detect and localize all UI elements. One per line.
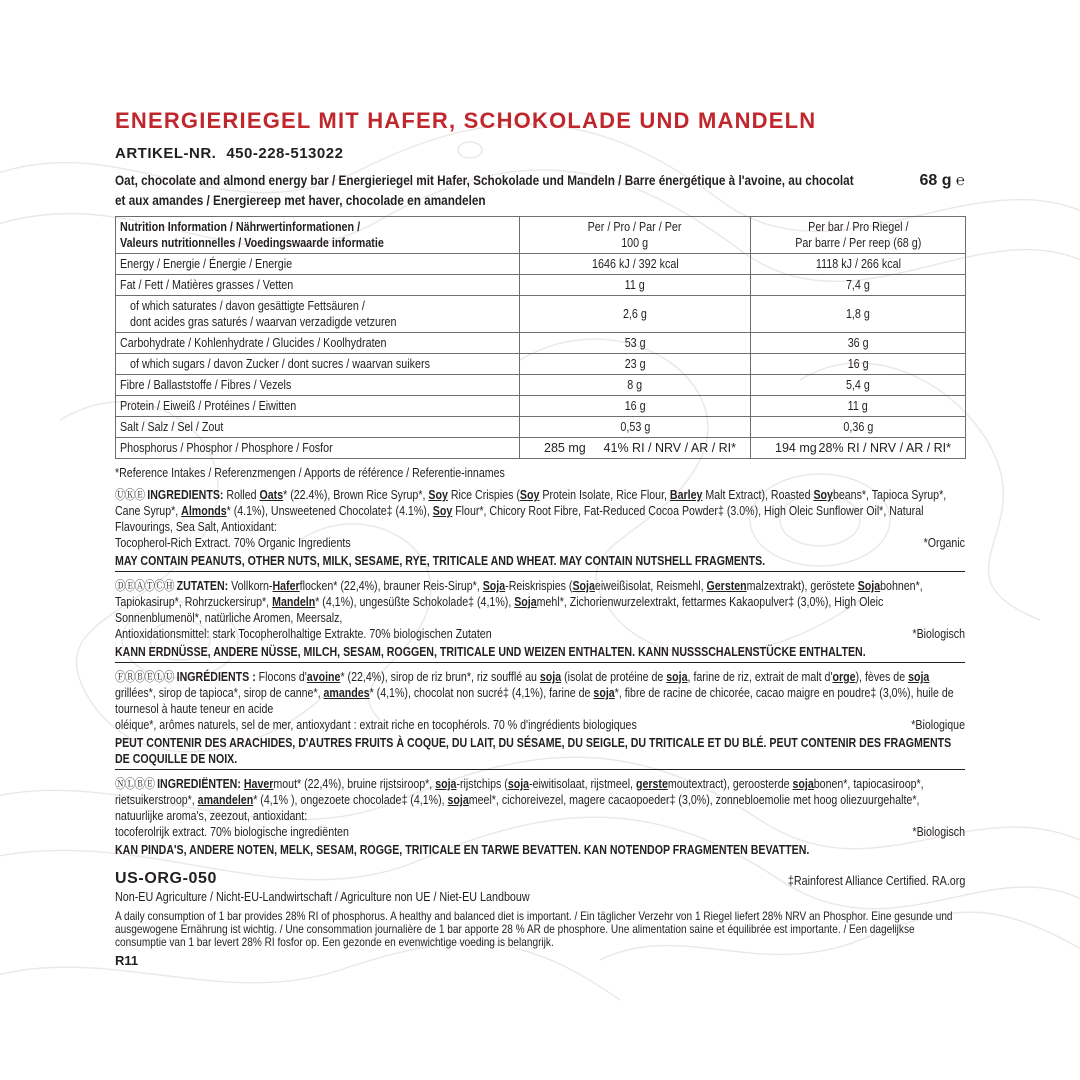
row-per100: 11 g xyxy=(624,278,646,292)
row-perbar: 1,8 g xyxy=(846,307,870,321)
reference-intakes-footnote: *Reference Intakes / Referenzmengen / Apports de référence / Referentie-innames xyxy=(115,466,505,480)
language-flags-icon: ⒹⒺⒶⓉⒸⒽ xyxy=(115,579,174,593)
organic-mark: *Biologique xyxy=(911,718,965,732)
product-description: Oat, chocolate and almond energy bar / Energieriegel mit Hafer, Schokolade und Mandeln / Barre énergétique à l'avoine, au chocolat et aux amandes / Energiereep met haver, chocolade en amandelen xyxy=(115,172,854,208)
header-perbar-2: Par barre / Per reep (68 g) xyxy=(794,236,922,250)
nutrition-table xyxy=(115,216,966,459)
allergen-warning-fr: PEUT CONTENIR DES ARACHIDES, D'AUTRES FRUITS À COQUE, DU LAIT, DU SÉSAME, DU SEIGLE, DU TRITICALE ET DU BLÉ. PEUT CONTENIR DES FRAGMENTS DE COQUILLE DE NOIX. xyxy=(115,735,965,770)
organic-line: Tocopherol-Rich Extract. 70% Organic Ingredients xyxy=(115,536,351,550)
row-per100: 0,53 g xyxy=(620,420,650,434)
product-label xyxy=(115,108,965,968)
organic-mark: *Biologisch xyxy=(912,825,965,839)
net-weight-value: 68 g xyxy=(919,172,952,189)
footer-row xyxy=(115,870,965,888)
row-label: Fat / Fett / Matières grasses / Vetten xyxy=(120,278,294,292)
article-number-value: 450-228-513022 xyxy=(226,145,344,162)
phosphorus-per100-ri: 41% RI / NRV / AR / RI* xyxy=(603,441,736,455)
organic-line: tocoferolrijk extract. 70% biologische ingrediënten xyxy=(115,825,349,839)
row-label: Salt / Salz / Sel / Zout xyxy=(120,420,224,434)
row-label: Carbohydrate / Kohlenhydrate / Glucides / Koolhydraten xyxy=(120,336,387,350)
row-per100: 16 g xyxy=(624,399,646,413)
organic-line: Antioxidationsmittel: stark Tocopherolhaltige Extrakte. 70% biologischen Zutaten xyxy=(115,627,492,641)
row-per100: 8 g xyxy=(627,378,643,392)
language-flags-icon: ⓊⓀⒺ xyxy=(115,488,145,502)
product-title: ENERGIERIEGEL MIT HAFER, SCHOKOLADE UND MANDELN xyxy=(115,108,817,133)
daily-consumption-note: A daily consumption of 1 bar provides 28% RI of phosphorus. A healthy and balanced diet is important. / Ein täglicher Verzehr von 1 Riegel liefert 28% NRV an Phosphor. Eine gesunde und ausgewogene Ernährung ist wichtig. / Une consommation journalière de 1 bar apporte 28 % AR de phosphore. Une alimentation saine et équilibrée est importante. / Een dagelijkse consumptie van 1 bar levert 28% RI fosfor op. Een gezonde en evenwichtige voeding is belangrijk. xyxy=(115,909,953,949)
header-per100-1: Per / Pro / Par / Per xyxy=(588,220,682,234)
rainforest-alliance-note: ‡Rainforest Alliance Certified. RA.org xyxy=(787,874,965,888)
label-code: R11 xyxy=(115,953,139,968)
row-per100: 23 g xyxy=(624,357,646,371)
row-perbar: 7,4 g xyxy=(846,278,870,292)
ingredients-de: ⒹⒺⒶⓉⒸⒽ ZUTATEN: Vollkorn-Haferflocken* (22,4%), brauner Reis-Sirup*, Soja-Reiskrispies (Sojaeiweißisolat, Reismehl, Gerstenmalzextrakt), geröstete Sojabohnen*, Tapiokasirup*, Rohrzuckersirup*, Mandeln* (4,1%), ungesüßte Schokolade‡ (4,1%), Sojamehl*, Zichorienwurzelextrakt, fettarmes Kakaopulver‡ (3,0%), High Oleic Sonnenblumenöl*, natürliche Aromen, Meersalz, Antioxidationsmittel: stark Tocopherolhaltige Extrakte. 70% biologischen Zutaten *Biologisch xyxy=(115,579,965,641)
row-label: Protein / Eiweiß / Protéines / Eiwitten xyxy=(120,399,297,413)
ingredients-en: ⓊⓀⒺ INGREDIENTS: Rolled Oats* (22.4%), Brown Rice Syrup*, Soy Rice Crispies (Soy Protein Isolate, Rice Flour, Barley Malt Extract), Roasted Soybeans*, Tapioca Syrup*, Cane Syrup*, Almonds* (4.1%), Unsweetened Chocolate‡ (4.1%), Soy Flour*, Chicory Root Fibre, Fat-Reduced Cocoa Powder‡ (3.0%), High Oleic Sunflower Oil*, Natural Flavourings, Sea Salt, Antioxidant: Tocopherol-Rich Extract. 70% Organic Ingredients *Organic xyxy=(115,488,965,550)
ingredients-heading: INGREDIËNTEN: xyxy=(157,777,241,791)
table-row-phosphorus xyxy=(116,438,966,459)
row-label: Phosphorus / Phosphor / Phosphore / Fosfor xyxy=(120,441,333,455)
description-row xyxy=(115,170,965,210)
organic-mark: *Organic xyxy=(923,536,965,550)
allergen-warning-de: KANN ERDNÜSSE, ANDERE NÜSSE, MILCH, SESAM, ROGGEN, TRITICALE UND WEIZEN ENTHALTEN. KANN NUSSSCHALENSTÜCKE ENTHALTEN. xyxy=(115,644,965,663)
estimated-sign-icon: ℮ xyxy=(955,172,965,189)
row-perbar: 1118 kJ / 266 kcal xyxy=(815,257,901,271)
nutrition-header-row xyxy=(116,217,966,254)
nutrition-header-label-1: Nutrition Information / Nährwertinformationen / xyxy=(120,220,361,234)
organic-line: oléique*, arômes naturels, sel de mer, antioxydant : extrait riche en tocophérols. 70 % d'ingrédients biologiques xyxy=(115,718,637,732)
language-flags-icon: ⒻⓇⒷⒺⓁⓊ xyxy=(115,670,174,684)
net-weight xyxy=(920,172,965,210)
table-row xyxy=(116,417,966,438)
agriculture-origin: Non-EU Agriculture / Nicht-EU-Landwirtschaft / Agriculture non UE / Niet-EU Landbouw xyxy=(115,890,530,904)
ingredients-heading: INGREDIENTS: xyxy=(147,488,224,502)
nutrition-header-label-2: Valeurs nutritionnelles / Voedingswaarde informatie xyxy=(120,236,384,250)
row-label: Energy / Energie / Énergie / Energie xyxy=(120,257,293,271)
ingredients-nl: ⓃⓁⒷⒺ INGREDIËNTEN: Havermout* (22,4%), bruine rijstsiroop*, soja-rijstchips (soja-eiwitisolaat, rijstmeel, gerstemoutextract), geroosterde sojabonen*, tapiocasiroop*, rietsuikerstroop*, amandelen* (4,1% ), ongezoete chocolade‡ (4,1%), sojameel*, cichoreivezel, magere cacaopoeder‡ (3,0%), zonnebloemolie met hoog oliezuurgehalte*, natuurlijke aroma's, zeezout, antioxidant: tocoferolrijk extract. 70% biologische ingrediënten *Biologisch xyxy=(115,777,965,839)
header-per100-2: 100 g xyxy=(621,236,649,250)
table-row xyxy=(116,354,966,375)
row-perbar: 5,4 g xyxy=(846,378,870,392)
row-label-2: dont acides gras saturés / waarvan verzadigde vetzuren xyxy=(130,315,397,329)
row-perbar: 36 g xyxy=(847,336,869,350)
language-flags-icon: ⓃⓁⒷⒺ xyxy=(115,777,155,791)
row-label: Fibre / Ballaststoffe / Fibres / Vezels xyxy=(120,378,292,392)
phosphorus-per100-amount: 285 mg xyxy=(544,441,586,455)
row-per100: 1646 kJ / 392 kcal xyxy=(591,257,679,271)
row-perbar: 16 g xyxy=(847,357,869,371)
ingredients-heading: ZUTATEN: xyxy=(176,579,229,593)
organic-certifier-code: US-ORG-050 xyxy=(115,870,218,887)
table-row xyxy=(116,254,966,275)
ingredients-heading: INGRÉDIENTS : xyxy=(176,670,256,684)
row-per100: 53 g xyxy=(624,336,646,350)
row-label: of which sugars / davon Zucker / dont sucres / waarvan suikers xyxy=(130,357,430,371)
header-perbar-1: Per bar / Pro Riegel / xyxy=(807,220,909,234)
table-row xyxy=(116,275,966,296)
organic-mark: *Biologisch xyxy=(912,627,965,641)
article-number xyxy=(115,145,965,162)
allergen-warning-nl: KAN PINDA'S, ANDERE NOTEN, MELK, SESAM, ROGGE, TRITICALE EN TARWE BEVATTEN. KAN NOTENDOP FRAGMENTEN BEVATTEN. xyxy=(115,843,810,857)
article-label: ARTIKEL-NR. xyxy=(115,145,217,162)
table-row xyxy=(116,396,966,417)
table-row xyxy=(116,333,966,354)
row-label: of which saturates / davon gesättigte Fettsäuren / xyxy=(130,299,365,313)
row-per100: 2,6 g xyxy=(623,307,647,321)
row-perbar: 11 g xyxy=(847,399,869,413)
allergen-warning-en: MAY CONTAIN PEANUTS, OTHER NUTS, MILK, SESAME, RYE, TRITICALE AND WHEAT. MAY CONTAIN NUTSHELL FRAGMENTS. xyxy=(115,553,965,572)
table-row xyxy=(116,296,966,333)
row-perbar: 0,36 g xyxy=(843,420,873,434)
phosphorus-perbar-ri: 28% RI / NRV / AR / RI* xyxy=(818,441,951,455)
phosphorus-perbar-amount: 194 mg xyxy=(775,441,817,455)
table-row xyxy=(116,375,966,396)
ingredients-fr: ⒻⓇⒷⒺⓁⓊ INGRÉDIENTS : Flocons d'avoine* (22,4%), sirop de riz brun*, riz soufflé au soja (isolat de protéine de soja, farine de riz, extrait de malt d'orge), fèves de soja grillées*, sirop de tapioca*, sirop de canne*, amandes* (4,1%), chocolat non sucré‡ (4,1%), farine de soja*, fibre de racine de chicorée, cacao maigre en poudre‡ (3,0%), huile de tournesol à haute teneur en acide oléique*, arômes naturels, sel de mer, antioxydant : extrait riche en tocophérols. 70 % d'ingrédients biologiques *Biologique xyxy=(115,670,965,732)
